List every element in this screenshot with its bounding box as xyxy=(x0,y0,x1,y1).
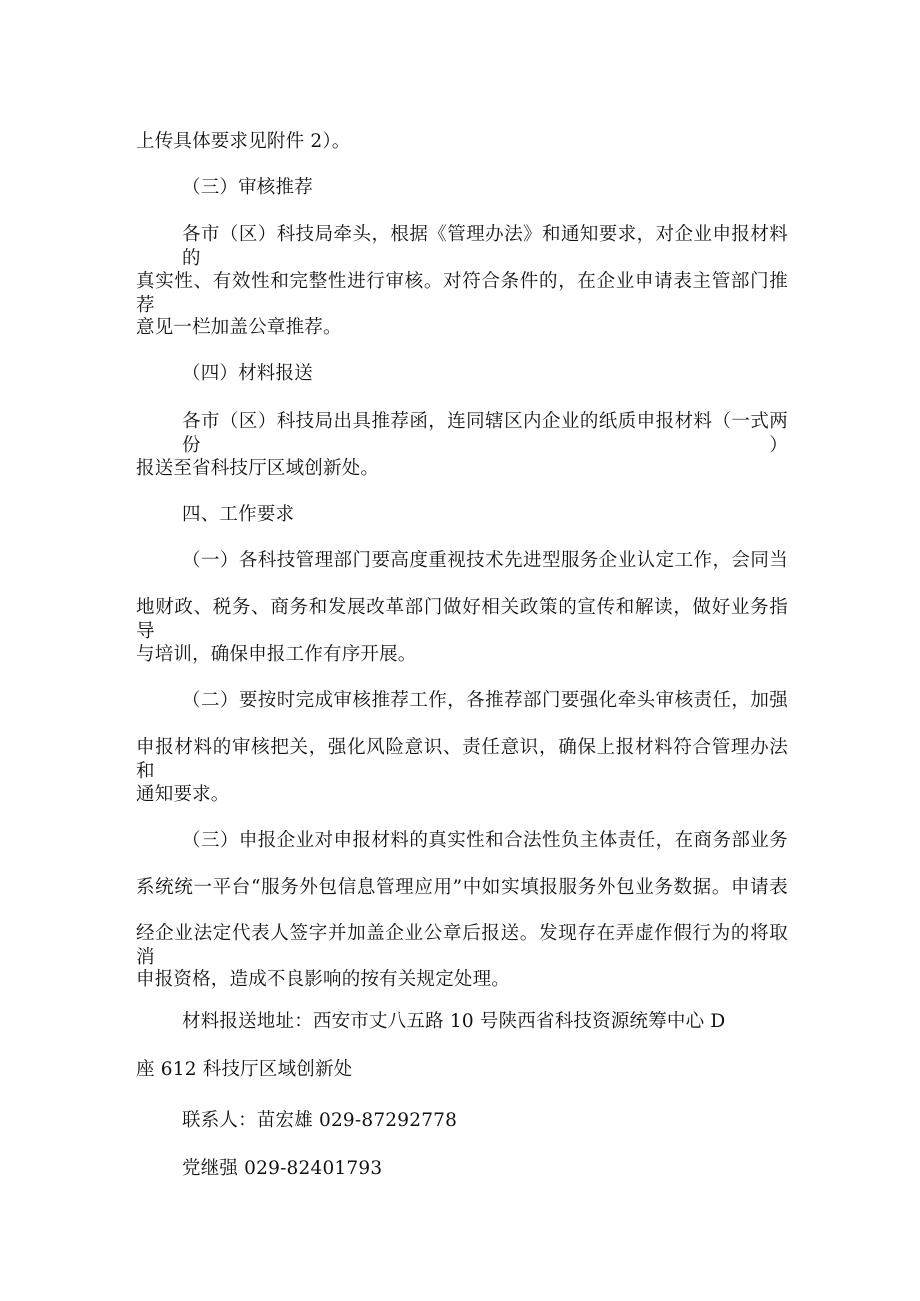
paragraph-line: 地财政、税务、商务和发展改革部门做好相关政策的宣传和解读，做好业务指导 xyxy=(136,597,788,642)
section-heading-review: （三）审核推荐 xyxy=(182,177,313,198)
paragraph-line: 与培训，确保申报工作有序开展。 xyxy=(136,644,417,665)
paragraph-line: 通知要求。 xyxy=(136,784,230,805)
paragraph-line: 申报材料的审核把关，强化风险意识、责任意识，确保上报材料符合管理办法和 xyxy=(136,737,788,782)
paragraph-line: 各市（区）科技局牵头，根据《管理办法》和通知要求，对企业申报材料的 xyxy=(182,224,788,269)
submission-address-line: 座 612 科技厅区域创新处 xyxy=(136,1059,353,1080)
contact-line: 党继强 029-82401793 xyxy=(182,1158,383,1179)
paragraph-line: 申报资格，造成不良影响的按有关规定处理。 xyxy=(136,969,511,990)
paragraph-line: 意见一栏加盖公章推荐。 xyxy=(136,317,342,338)
paragraph-line: （一）各科技管理部门要高度重视技术先进型服务企业认定工作，会同当 xyxy=(182,550,788,571)
contact-line: 联系人：苗宏雄 029-87292778 xyxy=(182,1110,458,1131)
paragraph-line: （二）要按时完成审核推荐工作，各推荐部门要强化牵头审核责任，加强 xyxy=(182,690,788,711)
paragraph-line: 真实性、有效性和完整性进行审核。对符合条件的，在企业申请表主管部门推荐 xyxy=(136,271,788,316)
paragraph-line: 经企业法定代表人签字并加盖企业公章后报送。发现存在弄虚作假行为的将取消 xyxy=(136,923,788,968)
paragraph-line: 报送至省科技厅区域创新处。 xyxy=(136,458,380,479)
section-heading-work-requirements: 四、工作要求 xyxy=(182,504,295,525)
submission-address-line: 材料报送地址：西安市丈八五路 10 号陕西省科技资源统筹中心 D xyxy=(182,1011,726,1032)
paragraph-line: 各市（区）科技局出具推荐函，连同辖区内企业的纸质申报材料（一式两份） xyxy=(182,411,788,456)
paragraph-line: （三）申报企业对申报材料的真实性和合法性负主体责任，在商务部业务 xyxy=(182,830,788,851)
paragraph-line: 上传具体要求见附件 2）。 xyxy=(136,131,351,152)
section-heading-submission: （四）材料报送 xyxy=(182,363,313,384)
paragraph-line: 系统统一平台“服务外包信息管理应用”中如实填报服务外包业务数据。申请表 xyxy=(136,877,788,898)
